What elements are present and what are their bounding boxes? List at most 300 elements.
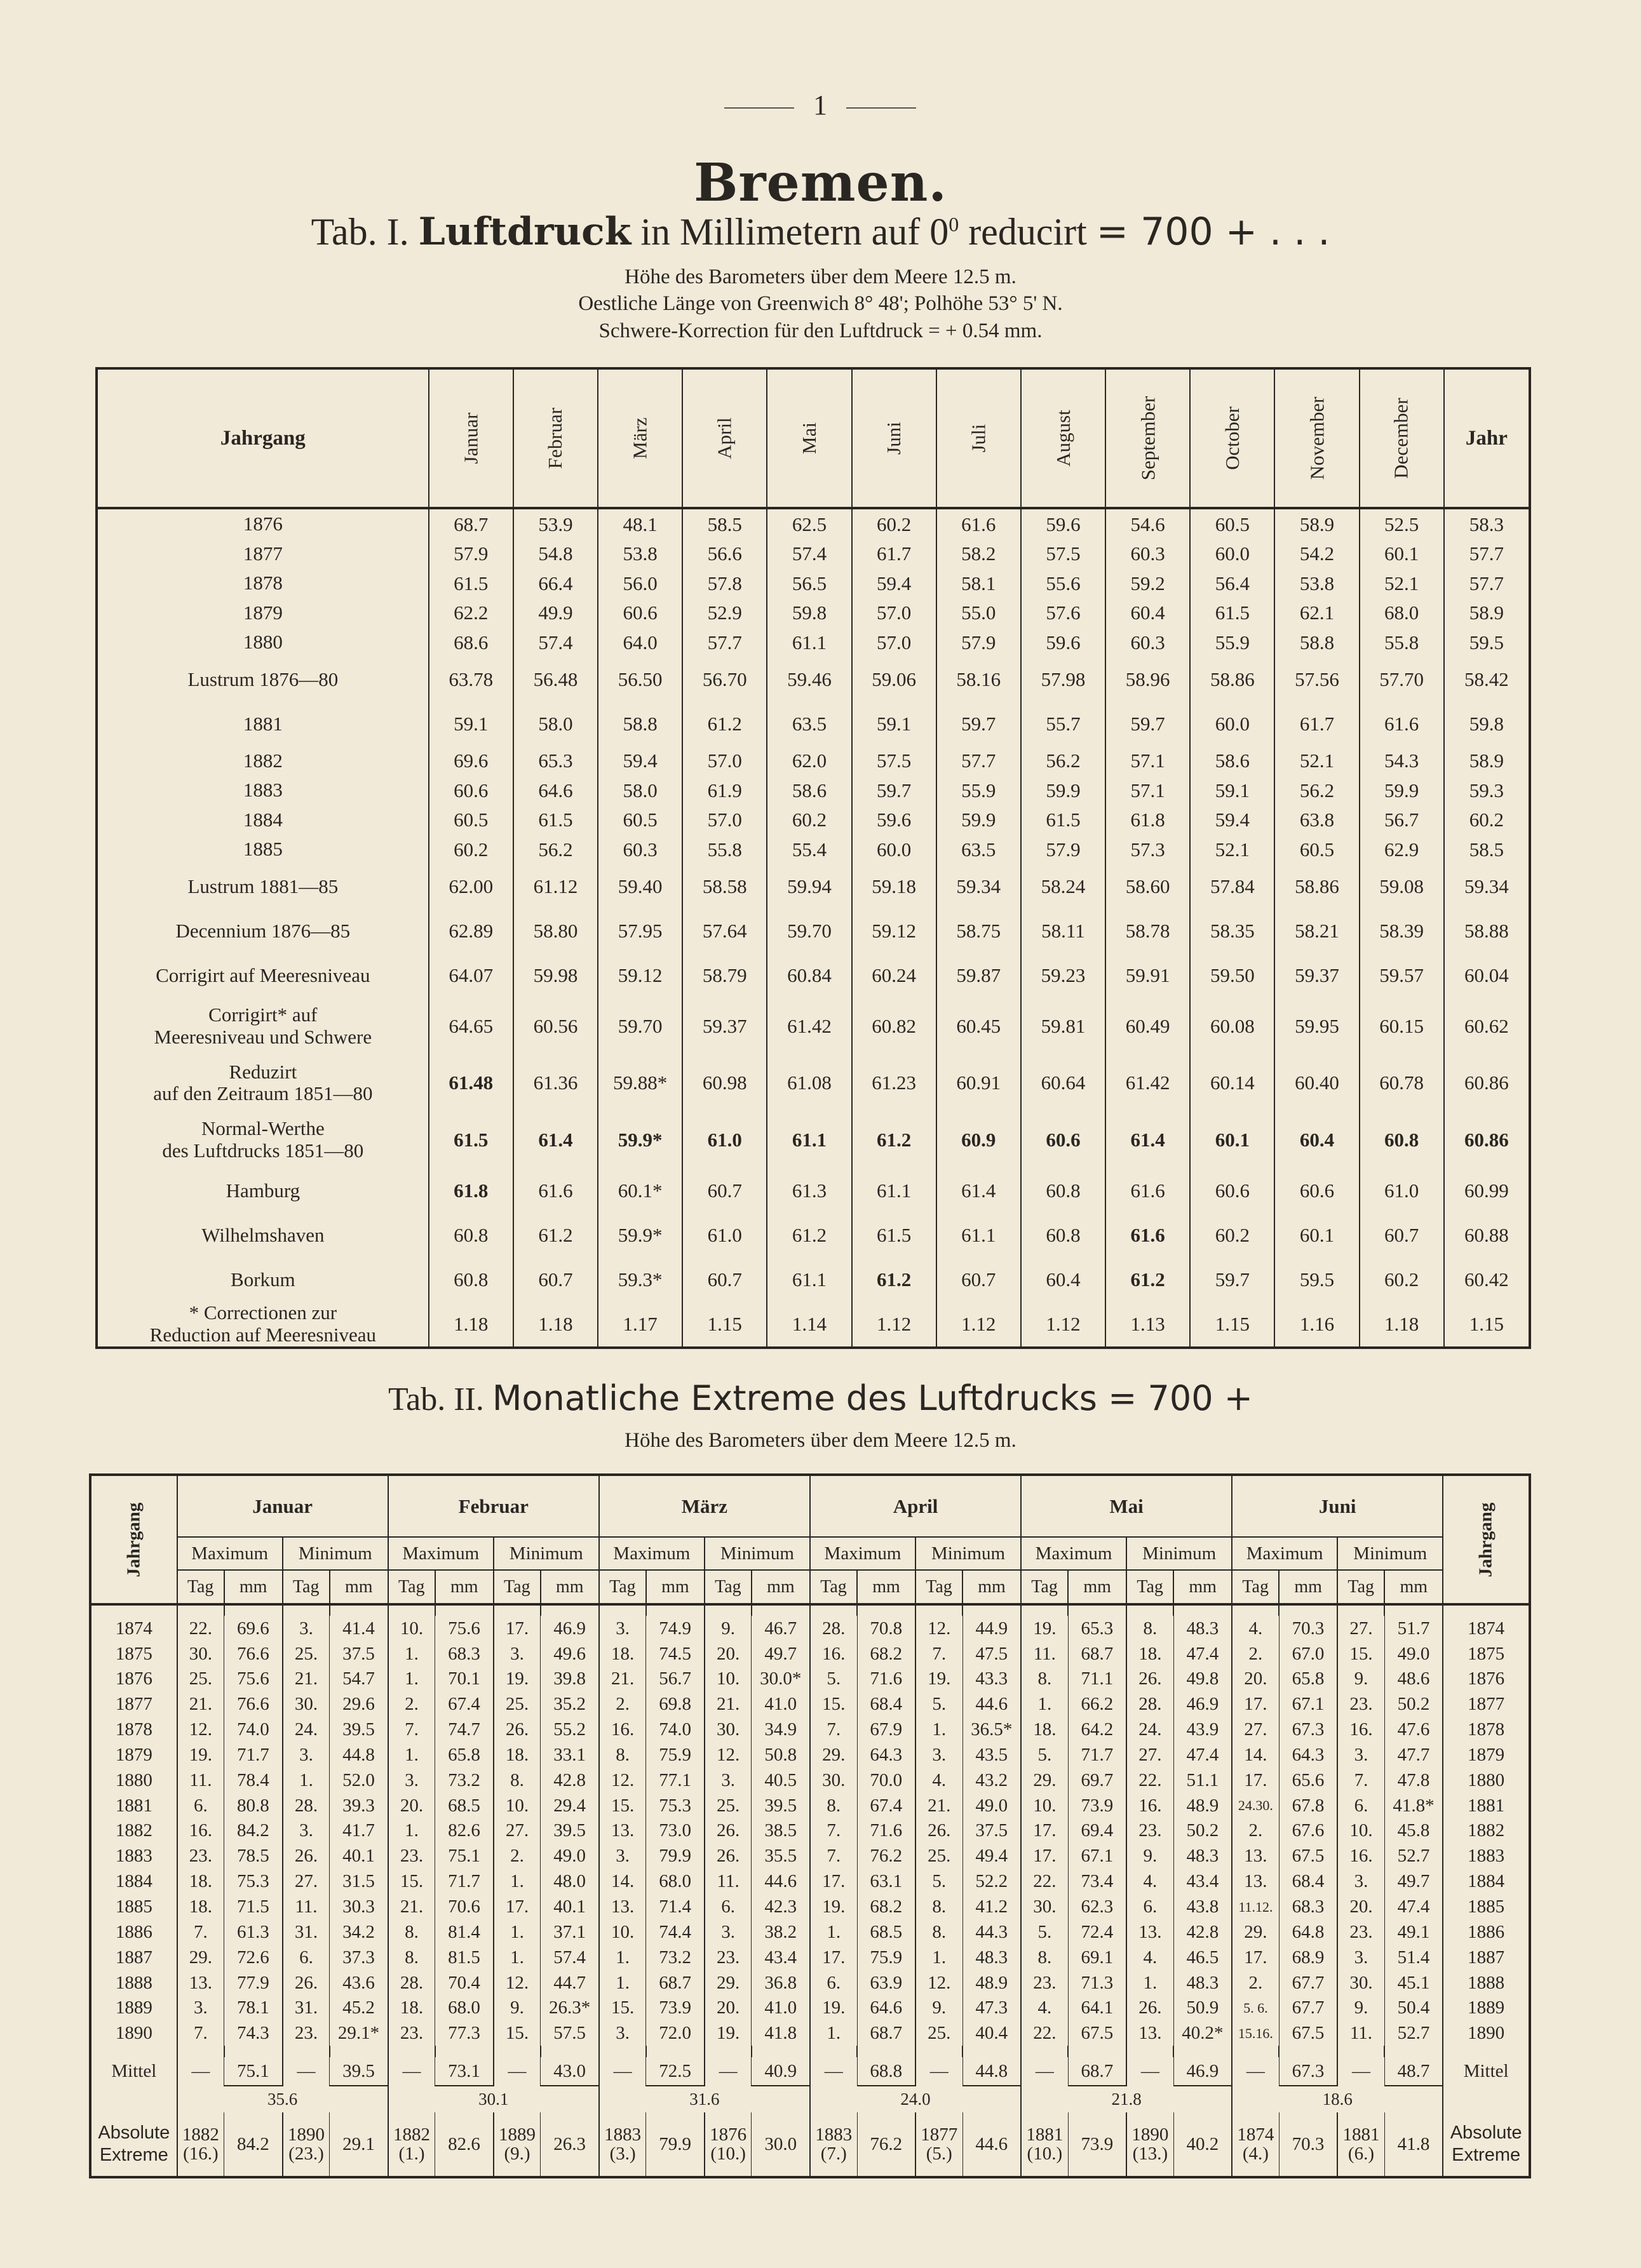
mm-cell: 33.1 [541, 1742, 599, 1768]
mm-cell: 68.0 [646, 1869, 705, 1894]
table-row [98, 805, 1529, 835]
tag-cell: 5. [810, 1667, 857, 1692]
mm-cell: 44.7 [541, 1970, 599, 1996]
mittel-cell: — [494, 2057, 541, 2086]
mm-cell: 36.8 [752, 1970, 810, 1996]
value-cell: 58.80 [513, 909, 598, 953]
value-cell: 58.86 [1190, 657, 1274, 702]
value-cell: 61.12 [513, 864, 598, 909]
value-cell: 58.35 [1190, 909, 1274, 953]
tag-cell: 12. [705, 1742, 752, 1768]
value-cell: 52.1 [1274, 746, 1359, 775]
mm-cell: 71.5 [224, 1894, 283, 1919]
value-cell: 59.9* [598, 1213, 682, 1258]
mm-cell: 69.6 [224, 1616, 283, 1641]
tag-cell: 25. [494, 1692, 541, 1717]
value-cell: 59.2 [1105, 569, 1190, 598]
year-cell: 1885 [115, 1896, 152, 1917]
mm-cell: 51.1 [1173, 1768, 1232, 1793]
value-cell: 60.8 [1021, 1169, 1105, 1213]
header-unit: Tag [810, 1570, 857, 1604]
value-cell: 58.75 [936, 909, 1021, 953]
mm-cell: 43.9 [1173, 1717, 1232, 1742]
tag-cell: 1. [494, 1945, 541, 1970]
value-cell: 63.8 [1274, 805, 1359, 835]
mm-cell: 40.1 [330, 1844, 388, 1869]
range-cell: 18.6 [1232, 2086, 1443, 2112]
tag-cell: 15. [599, 1996, 646, 2021]
mm-cell: 52.7 [1384, 2021, 1443, 2046]
tag-cell: 3. [283, 1742, 330, 1768]
value-cell: 60.7 [936, 1258, 1021, 1302]
spacer-cell [705, 1604, 752, 1616]
tag-cell: 1. [915, 1945, 962, 1970]
value-cell: 58.78 [1105, 909, 1190, 953]
mm-cell: 69.1 [1068, 1945, 1126, 1970]
tag-cell: 17. [1021, 1818, 1068, 1844]
mm-cell: 73.2 [646, 1945, 705, 1970]
value-cell: 59.06 [852, 657, 936, 702]
mm-cell: 67.7 [1279, 1996, 1337, 2021]
table1-subtitle-3: Schwere-Korrection für den Luftdruck = + 0.54 mm. [598, 319, 1043, 342]
mm-cell: 43.8 [1173, 1894, 1232, 1919]
tag-cell: 16. [810, 1641, 857, 1667]
value-cell: 62.1 [1274, 598, 1359, 627]
table-row [98, 508, 1529, 539]
tag-cell: 5. 6. [1232, 1996, 1279, 2021]
mm-cell: 46.5 [1173, 1945, 1232, 1970]
tag-cell: 30. [1337, 1970, 1384, 1996]
table-row [98, 775, 1529, 805]
header-month: Februar [388, 1476, 599, 1537]
tag-cell: 3. [599, 2021, 646, 2046]
value-cell: 59.5 [1274, 1258, 1359, 1302]
mm-cell: 37.1 [541, 1919, 599, 1945]
value-cell: 59.98 [513, 953, 598, 998]
value-cell: 56.6 [682, 539, 767, 568]
spacer-cell [1232, 1604, 1279, 1616]
tag-cell: 11.12. [1232, 1894, 1279, 1919]
range-empty [91, 2086, 177, 2112]
header-label: Juni [882, 422, 905, 455]
table-row [91, 1919, 1529, 1945]
value-cell: 61.2 [852, 1258, 936, 1302]
value-cell: 59.94 [767, 864, 851, 909]
value-cell: 52.1 [1360, 569, 1444, 598]
tag-cell: 30. [705, 1717, 752, 1742]
mm-cell: 74.0 [646, 1717, 705, 1742]
mm-cell: 61.3 [224, 1919, 283, 1945]
header-minimum: Minimum [1337, 1537, 1443, 1570]
value-cell: 61.6 [1105, 1213, 1190, 1258]
mm-cell: 65.8 [435, 1742, 494, 1768]
mm-cell: 67.0 [1279, 1641, 1337, 1667]
mm-cell: 71.7 [435, 1869, 494, 1894]
value-cell: 60.1 [1360, 539, 1444, 568]
value-cell: 60.2 [1190, 1213, 1274, 1258]
tag-cell: 13. [599, 1818, 646, 1844]
header-month: April [810, 1476, 1021, 1537]
mm-cell: 67.1 [1068, 1844, 1126, 1869]
tag-cell: 9. [1337, 1667, 1384, 1692]
year-cell: 1875 [1443, 1641, 1529, 1667]
table-row [91, 2021, 1529, 2046]
tag-cell: 1. [810, 2021, 857, 2046]
value-cell: 61.1 [936, 1213, 1021, 1258]
header-unit: Tag [1232, 1570, 1279, 1604]
mm-cell: 65.8 [1279, 1667, 1337, 1692]
value-cell: 60.6 [1274, 1169, 1359, 1213]
value-cell: 60.98 [682, 1055, 767, 1112]
value-cell: 59.9 [1021, 775, 1105, 805]
tag-cell: 5. [915, 1692, 962, 1717]
value-cell: 57.7 [936, 746, 1021, 775]
mm-cell: 51.7 [1384, 1616, 1443, 1641]
value-cell: 57.0 [682, 805, 767, 835]
spacer-cell [1173, 2046, 1232, 2057]
header-unit: Tag [388, 1570, 435, 1604]
header-label: September [1137, 396, 1159, 481]
tag-cell: 15. [494, 2021, 541, 2046]
mittel-cell: — [1021, 2057, 1068, 2086]
tag-cell: 26. [1126, 1996, 1173, 2021]
mm-cell: 69.7 [1068, 1768, 1126, 1793]
mm-cell: 49.0 [541, 1844, 599, 1869]
mm-cell: 84.2 [224, 1818, 283, 1844]
value-cell: 61.7 [852, 539, 936, 568]
mm-cell: 70.1 [435, 1667, 494, 1692]
header-label: Februar [544, 407, 567, 469]
value-cell: 59.7 [852, 775, 936, 805]
header-label: Jahrgang [123, 1502, 144, 1577]
table-row [98, 1111, 1529, 1169]
tag-cell: 22. [1021, 1869, 1068, 1894]
tag-cell: 1. [283, 1768, 330, 1793]
year-cell: 1880 [1443, 1768, 1529, 1793]
value-cell: 58.8 [1274, 628, 1359, 657]
header-unit: mm [646, 1570, 705, 1604]
tag-cell: 3. [283, 1818, 330, 1844]
tag-cell: 1. [1021, 1692, 1068, 1717]
value-cell: 60.04 [1444, 953, 1529, 998]
year-cell: 1876 [115, 1668, 152, 1689]
value-cell: 56.48 [513, 657, 598, 702]
tag-cell: 21. [915, 1793, 962, 1818]
mm-cell: 41.2 [962, 1894, 1021, 1919]
absolute-min-date: 1889 (9.) [494, 2112, 541, 2176]
value-cell: 60.88 [1444, 1213, 1529, 1258]
tag-cell: 10. [388, 1616, 435, 1641]
table-row [91, 1641, 1529, 1667]
table-row [98, 998, 1529, 1055]
tag-cell: 22. [177, 1616, 224, 1641]
mm-cell: 26.3* [541, 1996, 599, 2021]
header-maximum: Maximum [599, 1537, 705, 1570]
mittel-cell: — [599, 2057, 646, 2086]
value-cell: 62.5 [767, 508, 851, 539]
year-cell: 1874 [1443, 1616, 1529, 1641]
tag-cell: 24. [1126, 1717, 1173, 1742]
mittel-cell: 46.9 [1173, 2057, 1232, 2086]
mittel-cell: — [1337, 2057, 1384, 2086]
tag-cell: 3. [177, 1996, 224, 2021]
mm-cell: 35.5 [752, 1844, 810, 1869]
tag-cell: 14. [599, 1869, 646, 1894]
year-cell: 1878 [1443, 1717, 1529, 1742]
table1-caption-bold: Luftdruck [418, 210, 631, 254]
value-cell: 64.6 [513, 775, 598, 805]
value-cell: 57.4 [767, 539, 851, 568]
mm-cell: 43.3 [962, 1667, 1021, 1692]
tag-cell: 10. [1337, 1818, 1384, 1844]
header-maximum: Maximum [1232, 1537, 1337, 1570]
value-cell: 59.12 [852, 909, 936, 953]
spacer-cell [1021, 2046, 1068, 2057]
tag-cell: 13. [1126, 2021, 1173, 2046]
mm-cell: 81.5 [435, 1945, 494, 1970]
tag-cell: 1. [388, 1641, 435, 1667]
absolute-min-value: 26.3 [541, 2112, 599, 2176]
value-cell: 55.4 [767, 835, 851, 864]
tag-cell: 6. [1126, 1894, 1173, 1919]
value-cell: 57.4 [513, 628, 598, 657]
header-unit: Tag [1337, 1570, 1384, 1604]
mm-cell: 73.9 [646, 1996, 705, 2021]
mm-cell: 46.9 [1173, 1692, 1232, 1717]
tag-cell: 26. [283, 1970, 330, 1996]
value-cell: 58.79 [682, 953, 767, 998]
mm-cell: 37.5 [330, 1641, 388, 1667]
value-cell: 61.42 [767, 998, 851, 1055]
mm-cell: 49.6 [541, 1641, 599, 1667]
tag-cell: 5. [915, 1869, 962, 1894]
header-jahrgang [91, 1476, 177, 1604]
value-cell: 61.1 [767, 1258, 851, 1302]
mm-cell: 68.2 [857, 1894, 915, 1919]
value-cell: 55.0 [936, 598, 1021, 627]
table2-caption-text: Monatliche Extreme des Luftdrucks = 700 + [492, 1378, 1253, 1418]
value-cell: 56.70 [682, 657, 767, 702]
value-cell: 60.91 [936, 1055, 1021, 1112]
value-cell: 61.7 [1274, 702, 1359, 746]
row-label: Hamburg [226, 1179, 301, 1202]
spacer-cell [177, 1604, 224, 1616]
tag-cell: 17. [494, 1616, 541, 1641]
mm-cell: 31.5 [330, 1869, 388, 1894]
header-unit: Tag [1021, 1570, 1068, 1604]
mm-cell: 74.3 [224, 2021, 283, 2046]
mm-cell: 64.3 [857, 1742, 915, 1768]
tag-cell: 5. [1021, 1742, 1068, 1768]
tag-cell: 12. [177, 1717, 224, 1742]
tag-cell: 10. [705, 1667, 752, 1692]
header-minimum: Minimum [915, 1537, 1021, 1570]
spacer-cell [752, 1604, 810, 1616]
table1-caption-text: in Millimetern auf 0 [640, 211, 949, 253]
range-row [91, 2086, 1529, 2112]
tag-cell: 1. [599, 1970, 646, 1996]
value-cell: 60.0 [852, 835, 936, 864]
mittel-label: Mittel [1443, 2057, 1529, 2086]
value-cell: 58.88 [1444, 909, 1529, 953]
mm-cell: 41.0 [752, 1692, 810, 1717]
mm-cell: 45.2 [330, 1996, 388, 2021]
year-cell: 1877 [115, 1694, 152, 1715]
tag-cell: 29. [1021, 1768, 1068, 1793]
year-cell: 1880 [115, 1769, 152, 1790]
spacer-cell [1443, 1604, 1529, 1616]
value-cell: 56.2 [1274, 775, 1359, 805]
absolute-min-value: 44.6 [962, 2112, 1021, 2176]
value-cell: 60.49 [1105, 998, 1190, 1055]
value-cell: 61.6 [513, 1169, 598, 1213]
row-label: Decennium 1876—85 [175, 919, 351, 942]
value-cell: 59.8 [1444, 702, 1529, 746]
spacer-cell [1279, 2046, 1337, 2057]
value-cell: 59.70 [598, 998, 682, 1055]
spacer-cell [810, 2046, 857, 2057]
spacer-cell [388, 2046, 435, 2057]
mm-cell: 43.5 [962, 1742, 1021, 1768]
header-unit: Tag [915, 1570, 962, 1604]
table1-number: Tab. I. [311, 211, 409, 253]
mm-cell: 65.3 [1068, 1616, 1126, 1641]
value-cell: 48.1 [598, 508, 682, 539]
row-label: 1882 [243, 749, 283, 772]
row-label: 1881 [243, 712, 283, 735]
value-cell: 54.8 [513, 539, 598, 568]
mm-cell: 35.2 [541, 1692, 599, 1717]
header-unit: mm [330, 1570, 388, 1604]
value-cell: 61.6 [1360, 702, 1444, 746]
value-cell: 61.5 [852, 1213, 936, 1258]
value-cell: 1.14 [767, 1302, 851, 1346]
tag-cell: 20. [705, 1996, 752, 2021]
value-cell: 59.12 [598, 953, 682, 998]
mm-cell: 42.3 [752, 1894, 810, 1919]
mm-cell: 74.0 [224, 1717, 283, 1742]
value-cell: 58.8 [598, 702, 682, 746]
tag-cell: 2. [1232, 1818, 1279, 1844]
mm-cell: 44.6 [962, 1692, 1021, 1717]
value-cell: 54.3 [1360, 746, 1444, 775]
value-cell: 57.9 [1021, 835, 1105, 864]
value-cell: 60.8 [1360, 1111, 1444, 1169]
mm-cell: 41.7 [330, 1818, 388, 1844]
spacer-cell [915, 2046, 962, 2057]
value-cell: 55.9 [936, 775, 1021, 805]
header-month: Mai [1021, 1476, 1232, 1537]
table-row [91, 1818, 1529, 1844]
row-label: Corrigirt* auf Meeresniveau und Schwere [154, 1003, 372, 1048]
spacer-cell [1068, 2046, 1126, 2057]
value-cell: 60.24 [852, 953, 936, 998]
header-november [1274, 370, 1359, 508]
table-row [91, 1996, 1529, 2021]
mittel-cell: 75.1 [224, 2057, 283, 2086]
value-cell: 61.48 [429, 1055, 513, 1112]
mm-cell: 48.3 [1173, 1970, 1232, 1996]
tag-cell: 25. [283, 1641, 330, 1667]
mm-cell: 68.9 [1279, 1945, 1337, 1970]
value-cell: 61.23 [852, 1055, 936, 1112]
mm-cell: 45.8 [1384, 1818, 1443, 1844]
tag-cell: 6. [283, 1945, 330, 1970]
spacer-cell [1443, 2046, 1529, 2057]
absolute-min-date: 1890 (23.) [283, 2112, 330, 2176]
tag-cell: 22. [1126, 1768, 1173, 1793]
mm-cell: 79.9 [646, 1844, 705, 1869]
mm-cell: 67.4 [857, 1793, 915, 1818]
row-label: 1885 [243, 838, 283, 861]
value-cell: 57.98 [1021, 657, 1105, 702]
row-label: 1884 [243, 808, 283, 831]
header-unit: mm [857, 1570, 915, 1604]
tag-cell: 8. [1126, 1616, 1173, 1641]
value-cell: 60.64 [1021, 1055, 1105, 1112]
header-unit: Tag [283, 1570, 330, 1604]
value-cell: 59.88* [598, 1055, 682, 1112]
value-cell: 61.4 [1105, 1111, 1190, 1169]
row-label: Wilhelmshaven [201, 1223, 325, 1246]
header-maximum: Maximum [388, 1537, 494, 1570]
mm-cell: 38.2 [752, 1919, 810, 1945]
tag-cell: 11. [1337, 2021, 1384, 2046]
value-cell: 56.5 [767, 569, 851, 598]
tag-cell: 3. [1337, 1945, 1384, 1970]
mm-cell: 76.6 [224, 1641, 283, 1667]
value-cell: 52.5 [1360, 508, 1444, 539]
mm-cell: 47.4 [1384, 1894, 1443, 1919]
year-cell: 1888 [1443, 1970, 1529, 1996]
year-cell: 1881 [1443, 1793, 1529, 1818]
value-cell: 61.8 [1105, 805, 1190, 835]
header-row-maxmin [91, 1537, 1529, 1570]
header-minimum: Minimum [494, 1537, 599, 1570]
row-label: Borkum [231, 1268, 295, 1291]
mm-cell: 71.4 [646, 1894, 705, 1919]
mittel-cell: 39.5 [330, 2057, 388, 2086]
tag-cell: 17. [1232, 1692, 1279, 1717]
mm-cell: 40.2* [1173, 2021, 1232, 2046]
tag-cell: 30. [1021, 1894, 1068, 1919]
value-cell: 64.07 [429, 953, 513, 998]
value-cell: 54.6 [1105, 508, 1190, 539]
table-row [98, 909, 1529, 953]
value-cell: 61.1 [852, 1169, 936, 1213]
value-cell: 56.0 [598, 569, 682, 598]
tag-cell: 18. [177, 1894, 224, 1919]
year-cell: 1886 [1443, 1919, 1529, 1945]
value-cell: 59.18 [852, 864, 936, 909]
mm-cell: 62.3 [1068, 1894, 1126, 1919]
table-row [91, 1616, 1529, 1641]
mm-cell: 29.6 [330, 1692, 388, 1717]
tag-cell: 20. [388, 1793, 435, 1818]
page-number: 1 [693, 89, 947, 121]
value-cell: 56.4 [1190, 569, 1274, 598]
year-cell: 1875 [115, 1643, 152, 1664]
mm-cell: 47.4 [1173, 1641, 1232, 1667]
year-cell: 1889 [1443, 1996, 1529, 2021]
tag-cell: 11. [283, 1894, 330, 1919]
value-cell: 58.21 [1274, 909, 1359, 953]
value-cell: 60.6 [598, 598, 682, 627]
value-cell: 57.1 [1105, 746, 1190, 775]
tag-cell: 17. [1232, 1768, 1279, 1793]
table-row [91, 1869, 1529, 1894]
value-cell: 58.86 [1274, 864, 1359, 909]
